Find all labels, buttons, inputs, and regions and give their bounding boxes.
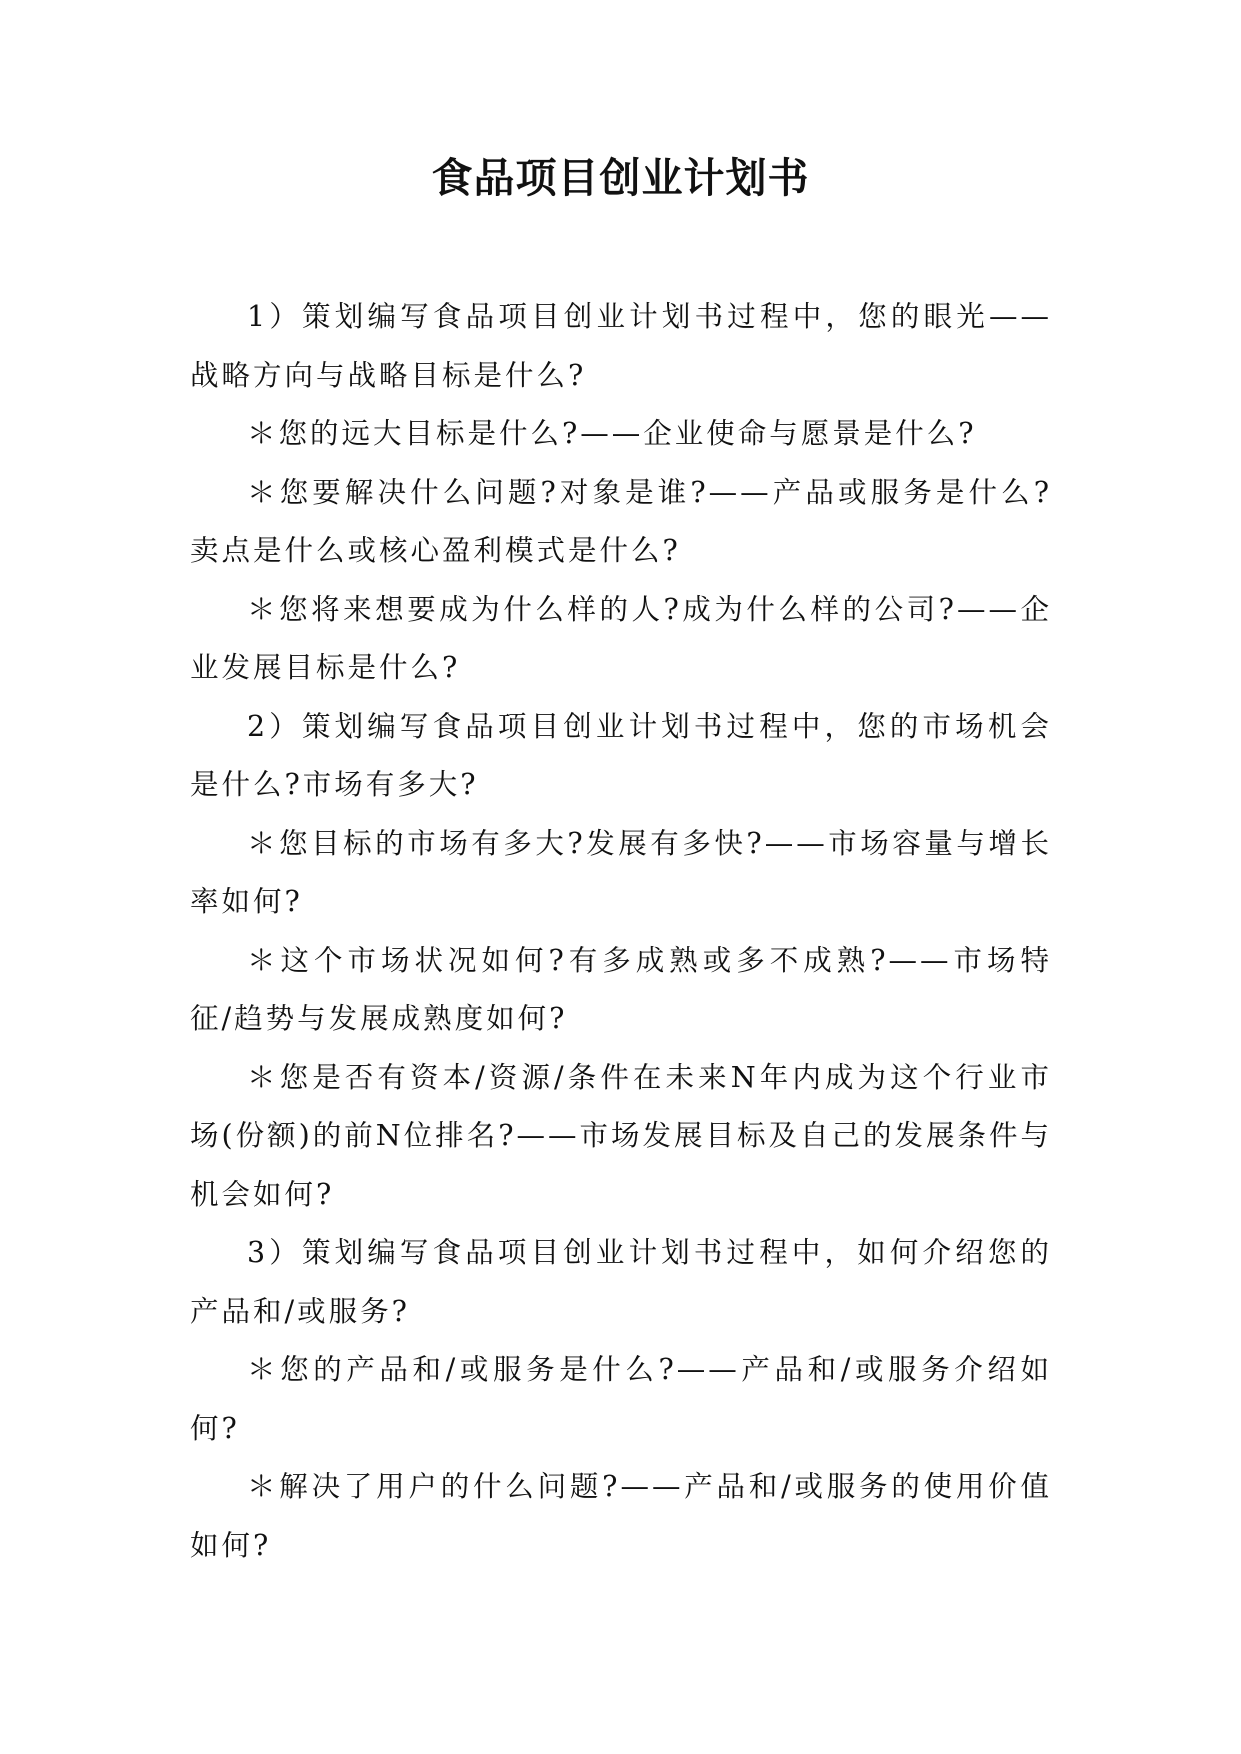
paragraph-bullet-user-value: ＊解决了用户的什么问题?——产品和/或服务的使用价值如何? (190, 1470, 1052, 1562)
paragraph-section-2-heading: 2）策划编写食品项目创业计划书过程中，您的市场机会是什么?市场有多大? (190, 709, 1052, 801)
paragraph-bullet-product: ＊您的产品和/或服务是什么?——产品和/或服务介绍如何? (190, 1353, 1052, 1445)
paragraph-bullet-vision: ＊您的远大目标是什么?——企业使命与愿景是什么? (247, 417, 977, 450)
document-title: 食品项目创业计划书 (431, 154, 810, 202)
paragraph-bullet-market-goal: ＊您是否有资本/资源/条件在未来N年内成为这个行业市场(份额)的前N位排名?——市场发展目标及自己的发展条件与机会如何? (190, 1060, 1052, 1211)
paragraph-bullet-future: ＊您将来想要成为什么样的人?成为什么样的公司?——企业发展目标是什么? (190, 592, 1052, 684)
paragraph-bullet-market-size: ＊您目标的市场有多大?发展有多快?——市场容量与增长率如何? (190, 826, 1052, 918)
paragraph-bullet-market-status: ＊这个市场状况如何?有多成熟或多不成熟?——市场特征/趋势与发展成熟度如何? (190, 943, 1052, 1035)
document-body (190, 288, 1052, 1575)
paragraph-bullet-problem: ＊您要解决什么问题?对象是谁?——产品或服务是什么?卖点是什么或核心盈利模式是什么? (190, 475, 1052, 567)
paragraph-section-1-heading: 1）策划编写食品项目创业计划书过程中，您的眼光——战略方向与战略目标是什么? (190, 300, 1052, 392)
paragraph-section-3-heading: 3）策划编写食品项目创业计划书过程中，如何介绍您的产品和/或服务? (190, 1236, 1052, 1328)
